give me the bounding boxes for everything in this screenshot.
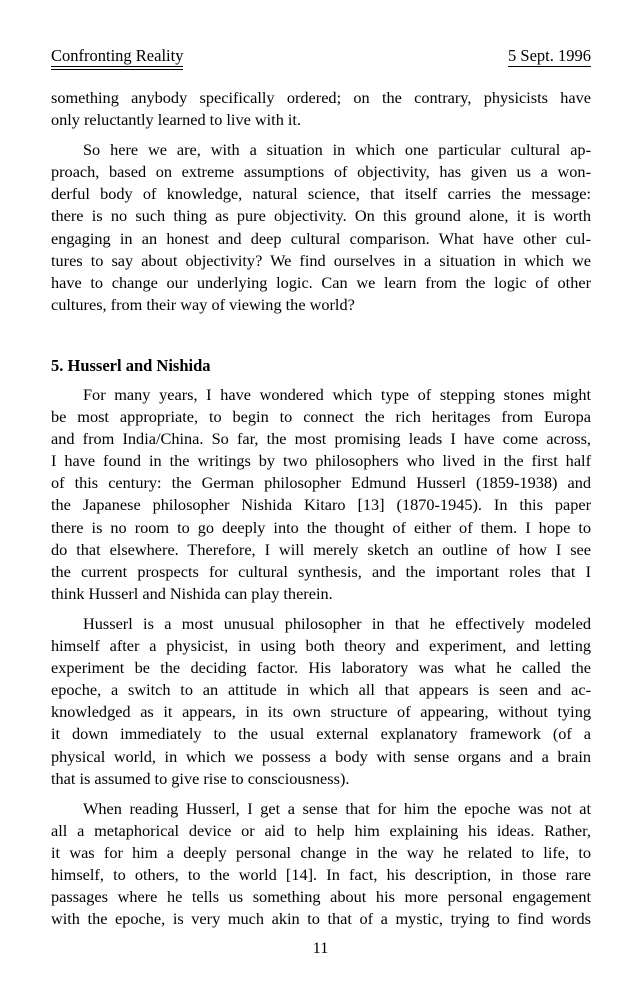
text-line: When reading Husserl, I get a sense that for him the epoche was not at <box>83 798 591 818</box>
text-line: the Japanese philosopher Nishida Kitaro [13] (1870-1945). In this paper <box>51 495 591 515</box>
text-line: Husserl is a most unusual philosopher in that he effectively modeled <box>83 613 591 633</box>
text-line: of this century: the German philosopher Edmund Husserl (1859-1938) and <box>51 473 591 493</box>
text-line: it was for him a deeply personal change in the way he related to life, to <box>51 842 591 862</box>
text-line: derful body of knowledge, natural science, that itself carries the message: <box>51 184 591 204</box>
paragraph <box>51 139 591 316</box>
running-header <box>51 47 591 69</box>
text-line: passages where he tells us something about his more personal engagement <box>51 887 591 907</box>
page-number: 11 <box>312 938 329 957</box>
text-line: tures to say about objectivity? We find ourselves in a situation in which we <box>51 250 591 270</box>
paragraph-continued <box>51 87 591 131</box>
text-line: himself, to others, to the world [14]. In fact, his description, in those rare <box>51 864 591 884</box>
text-line: For many years, I have wondered which type of stepping stones might <box>83 385 591 404</box>
text-line: cultures, from their way of viewing the world? <box>51 294 355 314</box>
text-line: himself after a physicist, in using both theory and experiment, and letting <box>51 636 591 656</box>
text-line: I have found in the writings by two philosophers who lived in the first half <box>51 451 591 471</box>
text-line: and from India/China. So far, the most promising leads I have come across, <box>51 429 591 449</box>
text-line: proach, based on extreme assumptions of objectivity, has given us a won- <box>51 162 591 182</box>
text-line: there is no room to go deeply into the thought of either of them. I hope to <box>51 517 591 537</box>
running-title: Confronting Reality <box>51 46 184 65</box>
text-line: be most appropriate, to begin to connect the rich heritages from Europa <box>51 407 591 427</box>
section-heading: 5. Husserl and Nishida <box>51 356 211 375</box>
text-line: have to change our underlying logic. Can we learn from the logic of other <box>51 272 591 292</box>
text-line: only reluctantly learned to live with it. <box>51 110 302 130</box>
paragraph <box>51 798 591 931</box>
text-line: with the epoche, is very much akin to that of a mystic, trying to find words <box>51 909 591 929</box>
text-line: engaging in an honest and deep cultural comparison. What have other cul- <box>51 228 591 248</box>
text-line: it down immediately to the usual external explanatory framework (of a <box>51 724 591 744</box>
text-line: think Husserl and Nishida can play therein. <box>51 583 333 603</box>
paragraph <box>51 613 591 790</box>
text-line: So here we are, with a situation in which one particular cultural ap- <box>83 140 591 160</box>
text-line: experiment be the deciding factor. His laboratory was what he called the <box>51 658 591 678</box>
text-line: physical world, in which we possess a body with sense organs and a brain <box>51 746 591 766</box>
body-text-top <box>51 87 591 316</box>
header-date: 5 Sept. 1996 <box>508 46 591 65</box>
text-line: there is no such thing as pure objectivity. On this ground alone, it is worth <box>51 206 591 226</box>
text-line: the current prospects for cultural synthesis, and the important roles that I <box>51 561 591 581</box>
text-line: that is assumed to give rise to consciousness). <box>51 768 350 788</box>
text-line: something anybody specifically ordered; on the contrary, physicists have <box>51 88 591 107</box>
body-text-section <box>51 384 591 930</box>
text-line: do that elsewhere. Therefore, I will merely sketch an outline of how I see <box>51 539 591 559</box>
text-line: knowledged as it appears, in its own structure of appearing, without tying <box>51 702 591 722</box>
text-line: all a metaphorical device or aid to help him explaining his ideas. Rather, <box>51 820 591 840</box>
paragraph <box>51 384 591 605</box>
text-line: epoche, a switch to an attitude in which all that appears is seen and ac- <box>51 680 591 700</box>
